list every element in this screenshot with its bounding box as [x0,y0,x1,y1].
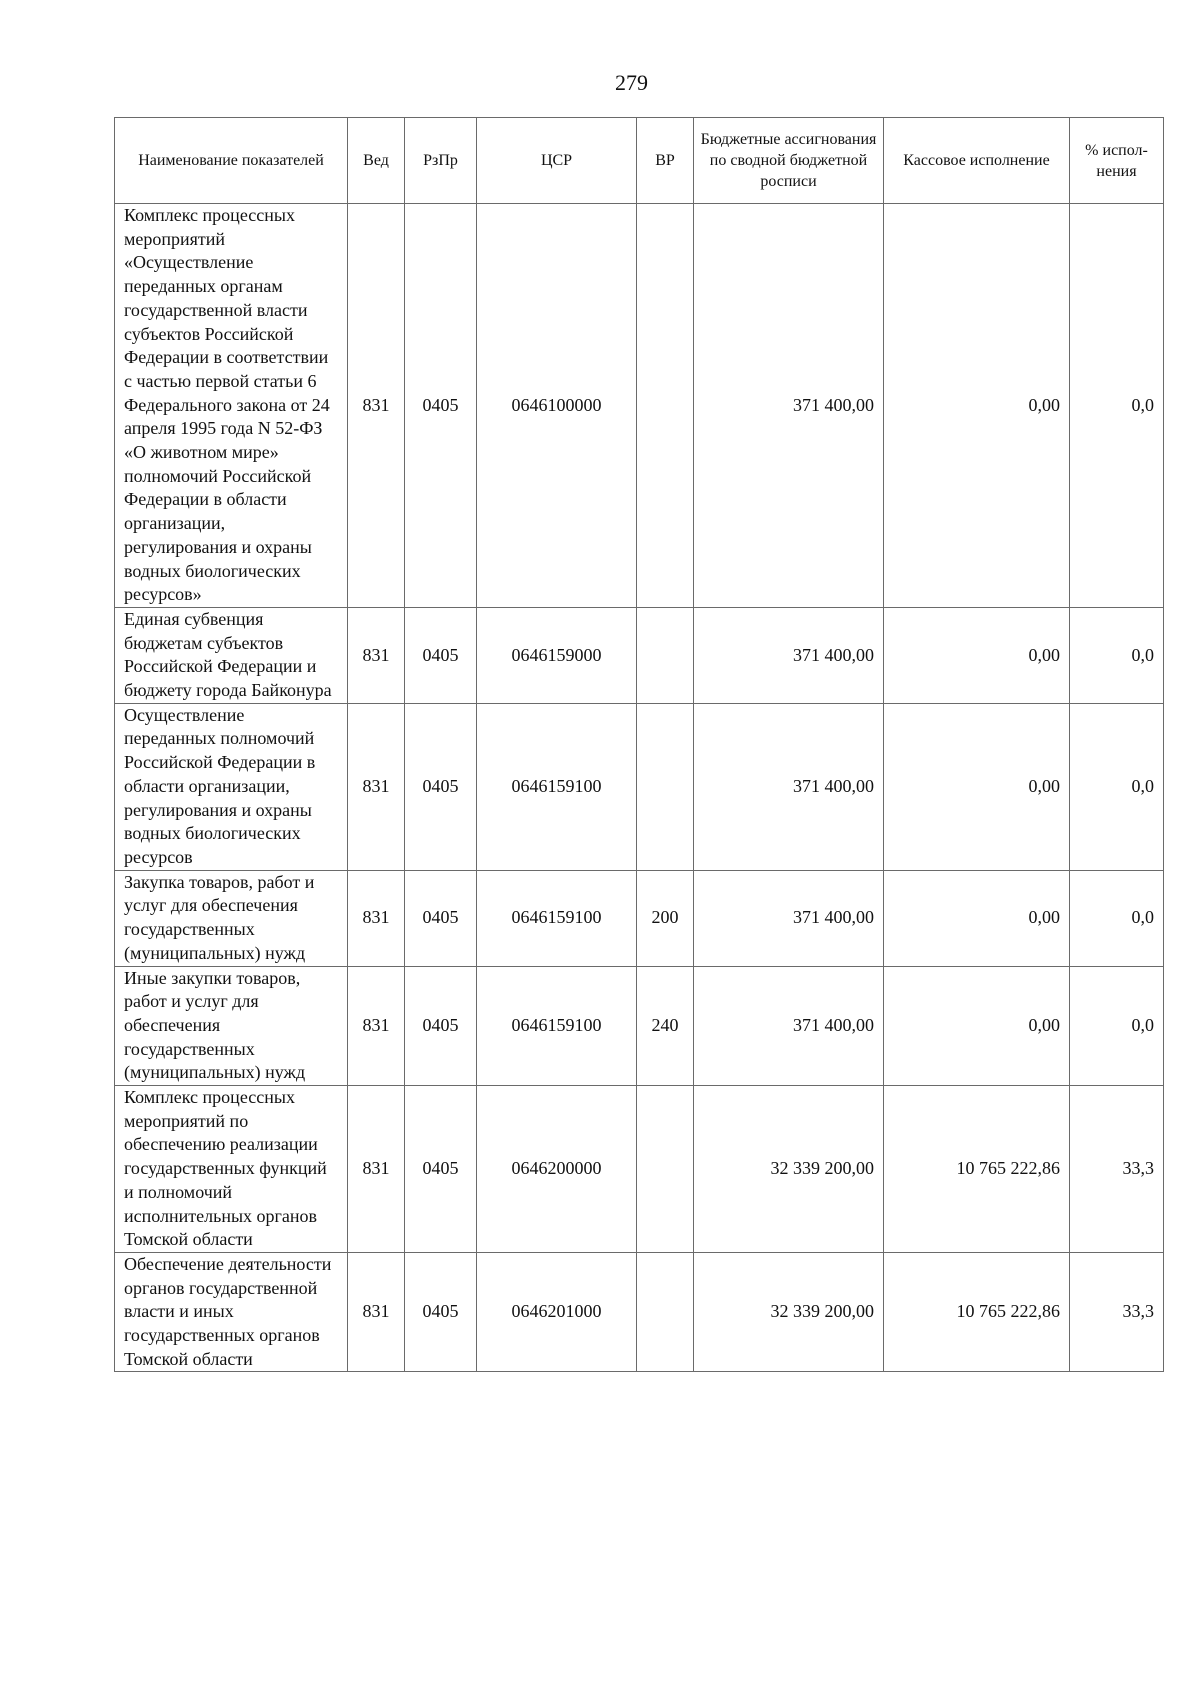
page-number: 279 [615,70,648,95]
cell-ved: 831 [348,703,405,870]
cell-ved: 831 [348,204,405,608]
cell-vr [637,607,694,703]
cell-rzpr: 0405 [405,870,477,966]
cell-budget: 371 400,00 [694,703,884,870]
cell-vr [637,1252,694,1372]
cell-cash: 0,00 [884,204,1070,608]
cell-rzpr: 0405 [405,607,477,703]
cell-cash: 0,00 [884,870,1070,966]
cell-percent: 0,0 [1070,966,1164,1086]
cell-cash: 10 765 222,86 [884,1252,1070,1372]
cell-name: Обеспечение деятельности органов государственной власти и иных государственных органов Томской области [115,1252,348,1372]
cell-budget: 32 339 200,00 [694,1086,884,1253]
header-rzpr: РзПр [405,118,477,204]
table-row [115,870,1164,966]
budget-execution-table [114,117,1164,1372]
cell-vr: 240 [637,966,694,1086]
cell-rzpr: 0405 [405,1252,477,1372]
table-row [115,966,1164,1086]
cell-percent: 0,0 [1070,204,1164,608]
cell-csr: 0646201000 [477,1252,637,1372]
table-row [115,1086,1164,1253]
cell-budget: 371 400,00 [694,607,884,703]
cell-percent: 0,0 [1070,703,1164,870]
cell-cash: 0,00 [884,607,1070,703]
cell-percent: 33,3 [1070,1252,1164,1372]
cell-cash: 0,00 [884,703,1070,870]
cell-vr [637,204,694,608]
cell-budget: 32 339 200,00 [694,1252,884,1372]
cell-percent: 33,3 [1070,1086,1164,1253]
cell-ved: 831 [348,607,405,703]
table-row [115,703,1164,870]
cell-csr: 0646159100 [477,703,637,870]
cell-vr [637,703,694,870]
cell-csr: 0646200000 [477,1086,637,1253]
header-budget: Бюджетные ассигнования по сводной бюджетной росписи [694,118,884,204]
cell-rzpr: 0405 [405,966,477,1086]
cell-budget: 371 400,00 [694,204,884,608]
cell-csr: 0646159100 [477,870,637,966]
cell-csr: 0646159000 [477,607,637,703]
cell-rzpr: 0405 [405,204,477,608]
cell-name: Закупка товаров, работ и услуг для обеспечения государственных (муниципальных) нужд [115,870,348,966]
header-cash: Кассовое исполнение [884,118,1070,204]
table-header-row [115,118,1164,204]
cell-cash: 0,00 [884,966,1070,1086]
cell-name: Иные закупки товаров, работ и услуг для обеспечения государственных (муниципальных) нужд [115,966,348,1086]
cell-vr [637,1086,694,1253]
header-name: Наименование показателей [115,118,348,204]
header-csr: ЦСР [477,118,637,204]
header-ved: Вед [348,118,405,204]
cell-csr: 0646100000 [477,204,637,608]
cell-name: Единая субвенция бюджетам субъектов Российской Федерации и бюджету города Байконура [115,607,348,703]
header-vr: ВР [637,118,694,204]
cell-percent: 0,0 [1070,607,1164,703]
cell-percent: 0,0 [1070,870,1164,966]
cell-csr: 0646159100 [477,966,637,1086]
cell-vr: 200 [637,870,694,966]
header-percent: % испол-нения [1070,118,1164,204]
cell-ved: 831 [348,1086,405,1253]
cell-name: Комплекс процессных мероприятий «Осуществление переданных органам государственной власти субъектов Российской Федерации в соответствии с частью первой статьи 6 Федерального закона от 24 апреля 1995 года N 52-ФЗ «О животном мире» полномочий Российской Федерации в области организации, регулирования и охраны водных биологических ресурсов» [115,204,348,608]
cell-budget: 371 400,00 [694,870,884,966]
cell-ved: 831 [348,966,405,1086]
table-row [115,607,1164,703]
cell-name: Осуществление переданных полномочий Российской Федерации в области организации, регулирования и охраны водных биологических ресурсов [115,703,348,870]
cell-budget: 371 400,00 [694,966,884,1086]
table-row [115,1252,1164,1372]
cell-cash: 10 765 222,86 [884,1086,1070,1253]
table-row [115,204,1164,608]
cell-rzpr: 0405 [405,703,477,870]
cell-ved: 831 [348,1252,405,1372]
cell-rzpr: 0405 [405,1086,477,1253]
cell-name: Комплекс процессных мероприятий по обеспечению реализации государственных функций и полномочий исполнительных органов Томской области [115,1086,348,1253]
cell-ved: 831 [348,870,405,966]
